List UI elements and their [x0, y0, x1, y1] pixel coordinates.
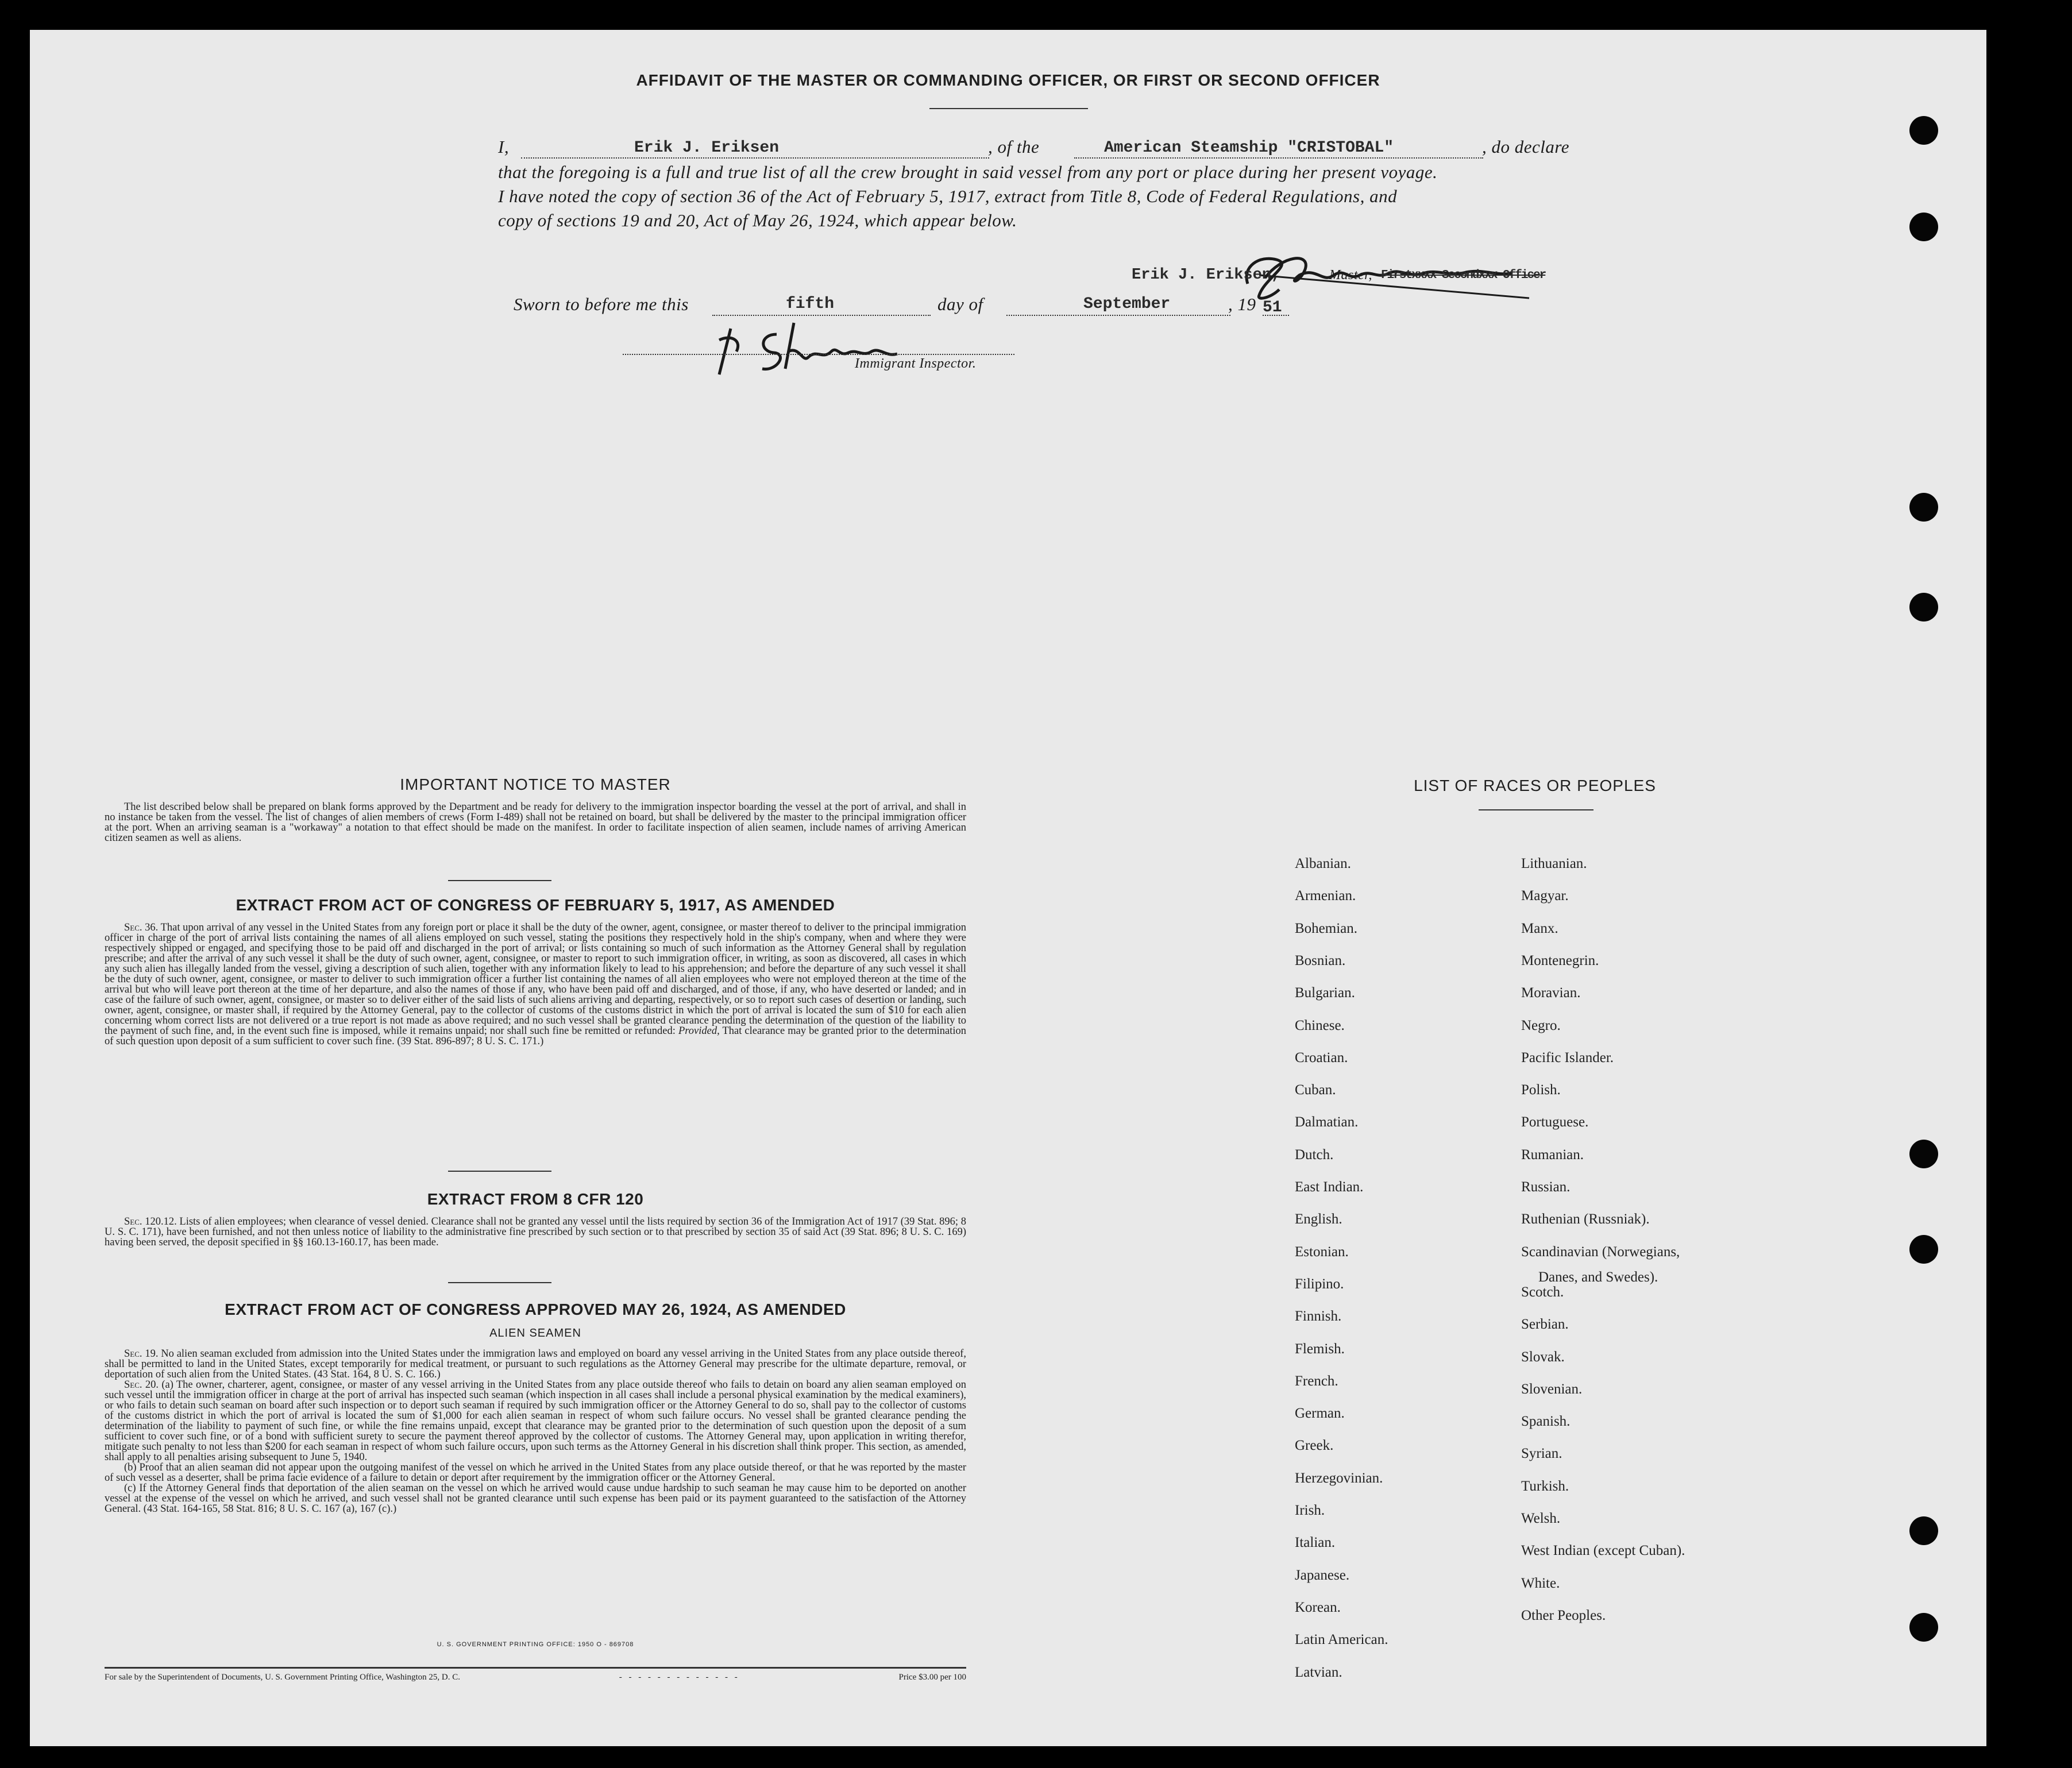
declarant-name: Erik J. Eriksen — [634, 139, 780, 157]
race-item: Greek. — [1295, 1438, 1334, 1454]
race-item: Scandinavian (Norwegians, — [1521, 1244, 1680, 1260]
notice-title: IMPORTANT NOTICE TO MASTER — [400, 775, 671, 793]
master-role-label: Master, — [1329, 268, 1372, 283]
race-item: Polish. — [1521, 1082, 1561, 1098]
footer-price: Price $3.00 per 100 — [898, 1673, 966, 1682]
binder-hole — [1909, 493, 1938, 522]
binder-hole — [1909, 593, 1938, 621]
footer — [105, 1673, 966, 1682]
footer-rule — [105, 1667, 966, 1669]
section-divider — [448, 880, 551, 881]
race-item: Montenegrin. — [1521, 952, 1599, 968]
race-item: Chinese. — [1295, 1017, 1345, 1033]
race-item: Syrian. — [1521, 1446, 1562, 1462]
day-line — [712, 315, 931, 316]
race-item: Spanish. — [1521, 1414, 1571, 1430]
race-item: Danes, and Swedes). — [1538, 1269, 1658, 1285]
affidavit-line-4: copy of sections 19 and 20, Act of May 26, 1924, which appear below. — [498, 210, 1017, 230]
race-item: Portuguese. — [1521, 1114, 1589, 1130]
race-item: Albanian. — [1295, 856, 1351, 871]
sec-120-body: Lists of alien employees; when clearance of vessel denied. Clearance shall not be granted any vessel until the lists required by section 36 of the Immigration Act of 1917 (39 Stat. 896; 8 U. S. C. 171), have been furnished, and not then unless notice of liability to the administrative fine prescribed by such section or to that prescribed by section 35 of said Act (39 Stat. 896; 8 U. S. C. 169) having been served, the deposit specified in §§ 160.13-160.17, has been made. — [105, 1216, 966, 1248]
inspector-label: Immigrant Inspector. — [855, 356, 977, 371]
extract-1917-text — [105, 922, 966, 1047]
extract-1924-text — [105, 1349, 966, 1514]
sec-20b-body: (b) Proof that an alien seaman did not appear upon the outgoing manifest of the vessel on which he arrived in the United States from any place outside thereof, or that he was reported by the master of such vessel as a deserter, shall be prima facie evidence of a failure to detain or deport after requirement by the immigration officer or the Attorney General. — [105, 1462, 966, 1484]
inspector-line — [623, 354, 1014, 355]
race-item: Armenian. — [1295, 888, 1356, 904]
race-item: Irish. — [1295, 1503, 1325, 1518]
race-item: Latvian. — [1295, 1664, 1342, 1680]
notice-text — [105, 802, 966, 843]
day-of-label: day of — [937, 294, 983, 314]
sec-20a-body: (a) The owner, charterer, agent, consignee, or master of any vessel arriving in the United States from any place outside thereof who fails to detain on board any alien seaman employed on such vessel until the immigration officer in charge at the port of arrival has inspected such seaman (which inspection in all cases shall include a personal physical examination by the medical examiners), or who fails to detain such seaman on board after such inspection or to deport such seaman if required by such immigration officer or the Attorney General to do so, shall pay to the collector of customs of the customs district in which the port of arrival is located the sum of $1,000 for each alien seaman in respect of whom such failure occurs. No vessel shall be granted clearance pending the determination of the liability to payment of such fine, or while the fine remains unpaid, except that clearance may be granted prior to the determination of such question upon the deposit of a sum sufficient to cover such fine, or of a bond with sufficient surety to secure the payment thereof approved by the collector of customs. The Attorney General may, upon application in writing therefor, mitigate such penalty to not less than $200 for each seaman in respect of whom such failure occurs, upon such terms as the Attorney General in his discretion shall think proper. This section, as amended, shall apply to all penalties arising subsequent to June 5, 1940. — [105, 1379, 966, 1463]
vessel-line — [1074, 157, 1483, 159]
affidavit-title: AFFIDAVIT OF THE MASTER OR COMMANDING OFFICER, OR FIRST OR SECOND OFFICER — [636, 71, 1380, 89]
race-item: East Indian. — [1295, 1179, 1364, 1195]
race-item: Bulgarian. — [1295, 985, 1355, 1001]
sworn-day: fifth — [786, 295, 835, 313]
year-line — [1263, 315, 1289, 316]
alien-seamen-subtitle: ALIEN SEAMEN — [489, 1327, 581, 1339]
binder-hole — [1909, 1613, 1938, 1642]
race-item: Slovenian. — [1521, 1381, 1583, 1397]
race-item: West Indian (except Cuban). — [1521, 1543, 1685, 1559]
race-item: French. — [1295, 1373, 1338, 1389]
sec-36-body: That upon arrival of any vessel in the United States from any foreign port or place it shall be the duty of the owner, agent, consignee, or master thereof to deliver to the principal immigration officer in charge of the port of arrival lists containing the names of all aliens employed on such vessel, stating the positions they respectively hold in the ship's company, when and where they were respectively shipped or engaged, and specifying those to be paid off and discharged in the port of arrival; or lists containing so much of such information as the Attorney General shall by regulation prescribe; and after the arrival of any such vessel it shall be the duty of such owner, agent, consignee, or master to report to such immigration officer, in writing, as soon as discovered, all cases in which any such alien has illegally landed from the vessel, giving a description of such alien, together with any information likely to lead to his apprehension; and before the departure of any such vessel it shall be the duty of such owner, agent, consignee, or master to deliver to such immigration officer a further list containing the names of all alien employees who were not employed thereon at the time of the arrival but who will leave port thereon at the time of her departure, and also the names of those if any, who have been paid off and discharged, and of those, if any, who have deserted or landed; and in case of the failure of such owner, agent, consignee, or master so to deliver either of the said lists of such aliens arriving and departing, respectively, or so to report such cases of desertion or landing, such owner, agent, consignee, or master shall, if required by the Attorney General, pay to the collector of customs of the customs district in which the port of arrival is located the sum of $10 for each alien concerning whom correct lists are not delivered or a true report is not made as above required; and no such vessel shall be granted clearance pending the determination of the question of the liability to the payment of such fine, and, in the event such fine is imposed, while it remains unpaid; nor shall such fine be remitted or refunded: — [105, 922, 966, 1037]
race-item: Dalmatian. — [1295, 1114, 1359, 1130]
race-item: Cuban. — [1295, 1082, 1336, 1098]
section-divider — [448, 1171, 551, 1172]
title-rule — [929, 108, 1088, 109]
declarant-line — [521, 157, 989, 159]
sec-20c-body: (c) If the Attorney General finds that deportation of the alien seaman on the vessel on which he arrived would cause undue hardship to such seaman he may cause him to be deported on another vessel at the expense of the vessel on which he arrived, and such vessel shall not be granted clearance until such expense has been paid or its payment guaranteed to the satisfaction of the Attorney General. (43 Stat. 164-165, 58 Stat. 816; 8 U. S. C. 167 (a), 167 (c).) — [105, 1483, 966, 1515]
printing-office-note: U. S. GOVERNMENT PRINTING OFFICE: 1950 O - 869708 — [437, 1641, 634, 1648]
binder-hole — [1909, 1235, 1938, 1264]
notice-paragraph: The list described below shall be prepared on blank forms approved by the Department and be ready for delivery to the immigration inspector boarding the vessel at the port of arrival, and shall in no instance be taken from the vessel. The list of changes of alien members of crews (Form I-489) shall not be retained on board, but shall be delivered by the master to the principal immigration officer at the port. When an arriving seaman is a "workaway" a notation to that effect should be made on the manifest. In order to facilitate inspection of alien seamen, include names of arriving American citizen seamen as well as aliens. — [105, 801, 966, 844]
race-item: Turkish. — [1521, 1478, 1569, 1494]
extract-cfr-title: EXTRACT FROM 8 CFR 120 — [427, 1190, 644, 1208]
race-item: Herzegovinian. — [1295, 1470, 1383, 1486]
race-item: Slovak. — [1521, 1349, 1565, 1365]
sec-19-body: No alien seaman excluded from admission into the United States under the immigration laws and employed on board any vessel arriving in the United States from any place outside thereof, shall be permitted to land in the United States, except temporarily for medical treatment, or pursuant to such regulations as the Attorney General may prescribe for the ultimate departure, removal, or deportation of such alien from the United States. (43 Stat. 164, 8 U. S. C. 166.) — [105, 1348, 967, 1380]
race-item: Serbian. — [1521, 1317, 1569, 1333]
binder-hole — [1909, 1516, 1938, 1545]
month-line — [1006, 315, 1230, 316]
sworn-label: Sworn to before me this — [514, 294, 689, 314]
extract-1917-title: EXTRACT FROM ACT OF CONGRESS OF FEBRUARY 5, 1917, AS AMENDED — [236, 896, 835, 914]
race-item: Magyar. — [1521, 888, 1569, 904]
race-item: Croatian. — [1295, 1049, 1348, 1066]
sec-120-label: Sec. 120.12. — [124, 1216, 177, 1227]
sec-36-end: That clearance may be granted prior to the determination of such question upon deposit of a sum sufficient to cover such fine. (39 Stat. 896-897; 8 U. S. C. 171.) — [105, 1025, 966, 1047]
race-item: Manx. — [1521, 920, 1558, 936]
affidavit-line-3: I have noted the copy of section 36 of the Act of February 5, 1917, extract from Title 8, Code of Federal Regulations, and — [498, 186, 1398, 206]
race-item: English. — [1295, 1211, 1342, 1227]
document-page — [30, 30, 1986, 1746]
struck-officer-text: Firstxxxx Secondxxx Officer — [1381, 269, 1546, 282]
race-item: Korean. — [1295, 1599, 1341, 1615]
sec-36-label: Sec. 36. — [124, 922, 159, 933]
sworn-year: 51 — [1263, 299, 1282, 316]
binder-hole — [1909, 213, 1938, 241]
race-item: Other Peoples. — [1521, 1607, 1606, 1623]
race-item: Bosnian. — [1295, 952, 1346, 968]
sec-20-label: Sec. 20. — [124, 1379, 159, 1391]
section-divider — [448, 1282, 551, 1283]
race-item: Moravian. — [1521, 985, 1581, 1001]
vessel-name: American Steamship "CRISTOBAL" — [1104, 139, 1394, 157]
of-the-label: , of the — [988, 137, 1040, 157]
races-title: LIST OF RACES OR PEOPLES — [1414, 777, 1656, 794]
master-name-typed: Erik J. Eriksen, — [1132, 267, 1281, 284]
race-item: Italian. — [1295, 1535, 1336, 1551]
footer-dashes: - - - - - - - - - - - - - — [619, 1673, 740, 1682]
race-item: Ruthenian (Russniak). — [1521, 1211, 1650, 1227]
extract-1924-title: EXTRACT FROM ACT OF CONGRESS APPROVED MAY 26, 1924, AS AMENDED — [225, 1300, 846, 1318]
binder-hole — [1909, 1140, 1938, 1168]
footer-sale-note: For sale by the Superintendent of Documents, U. S. Government Printing Office, Washington 25, D. C. — [105, 1673, 460, 1682]
race-item: Bohemian. — [1295, 920, 1358, 936]
race-item: Negro. — [1521, 1017, 1561, 1033]
provided-word: Provided, — [678, 1025, 720, 1037]
race-item: Rumanian. — [1521, 1147, 1584, 1163]
race-item: Japanese. — [1295, 1567, 1350, 1583]
race-item: Lithuanian. — [1521, 856, 1587, 871]
race-item: Latin American. — [1295, 1632, 1388, 1648]
sec-19-label: Sec. 19. — [124, 1348, 159, 1360]
race-item: Russian. — [1521, 1179, 1571, 1195]
do-declare-label: , do declare — [1482, 137, 1570, 157]
binder-hole — [1909, 116, 1938, 145]
races-title-rule — [1479, 809, 1593, 810]
race-item: White. — [1521, 1575, 1560, 1591]
race-item: Dutch. — [1295, 1147, 1334, 1163]
affidavit-line-2: that the foregoing is a full and true list of all the crew brought in said vessel from any port or place during her present voyage. — [498, 162, 1438, 182]
race-item: Filipino. — [1295, 1276, 1344, 1292]
year-prefix: , 19 — [1228, 294, 1256, 314]
race-item: Welsh. — [1521, 1511, 1561, 1526]
i-label: I, — [498, 137, 510, 157]
sworn-month: September — [1083, 295, 1171, 313]
race-item: Finnish. — [1295, 1308, 1342, 1325]
extract-cfr-text — [105, 1217, 966, 1248]
race-item: Scotch. — [1521, 1284, 1564, 1300]
race-item: Flemish. — [1295, 1341, 1345, 1357]
race-item: Pacific Islander. — [1521, 1049, 1614, 1066]
race-item: German. — [1295, 1406, 1345, 1422]
race-item: Estonian. — [1295, 1244, 1349, 1260]
